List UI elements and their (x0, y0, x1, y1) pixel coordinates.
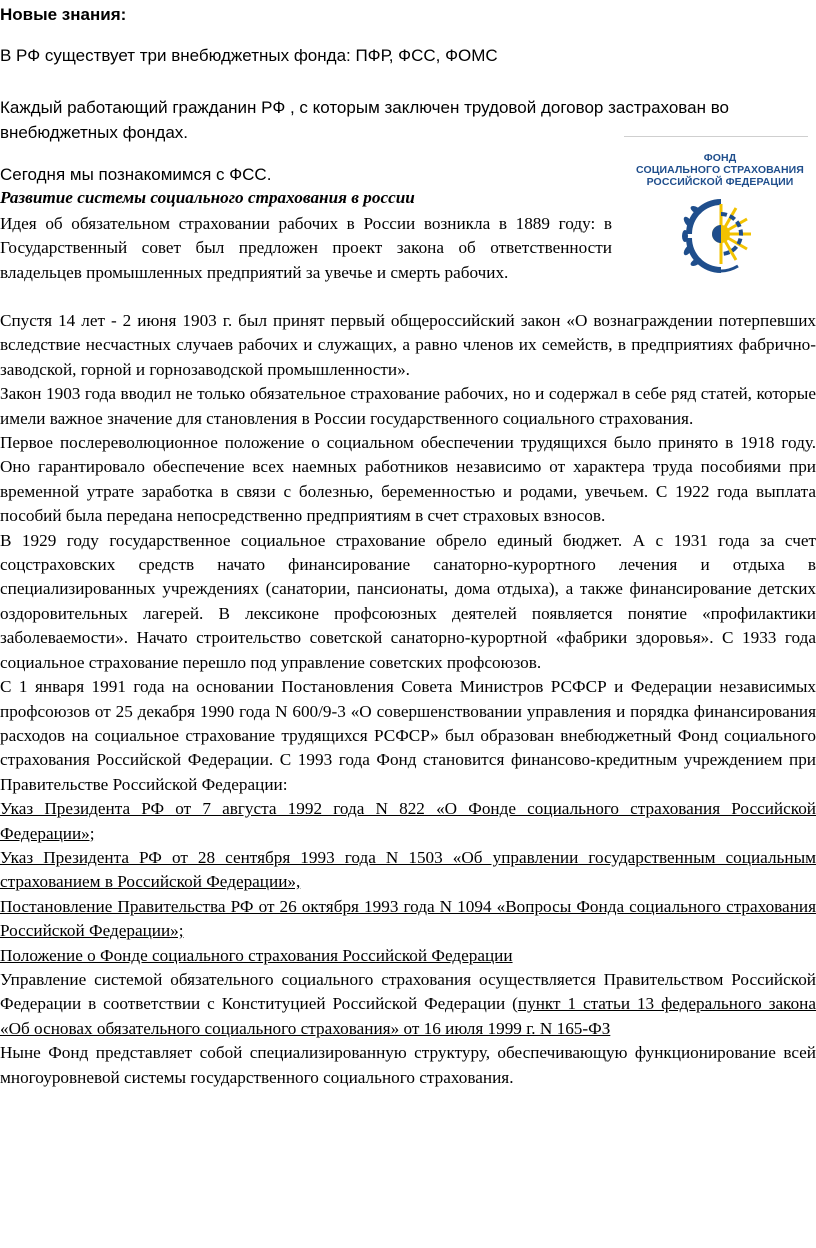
paragraph-7-text: Управление системой обязательного социального страхования осуществляется Правительством Российской Федерации в соответствии с Конституцией Российской Федерации ( (0, 969, 816, 1014)
law-link-3[interactable]: Постановление Правительства РФ от 26 октября 1993 года N 1094 «Вопросы Фонда социального страхования Российской Федерации»; (0, 896, 816, 941)
law-link-5[interactable]: пункт 1 статьи 13 федерального закона «Об основах обязательного социального страхования» от 16 июля 1999 г. N 165-ФЗ (0, 994, 816, 1038)
today-line: Сегодня мы познакомимся с ФСС. (0, 165, 272, 184)
fss-emblem-icon (676, 192, 766, 276)
funds-line: В РФ существует три внебюджетных фонда: ПФР, ФСС, ФОМС (0, 46, 498, 65)
law-link-4[interactable]: Положение о Фонде социального страхования Российской Федерации (0, 945, 513, 965)
main-text (0, 309, 816, 1090)
paragraph-7 (0, 968, 816, 1041)
paragraph-3: Закон 1903 года вводил не только обязательное страхование рабочих, но и содержал в себе ряд статей, которые имели важное значение для становления в России государственного социального страхования. (0, 384, 816, 428)
paragraph-6: С 1 января 1991 года на основании Постановления Совета Министров РСФСР и Федерации независимых профсоюзов от 25 декабря 1990 года N 600/9-3 «О совершенствовании управления и порядка финансирования расходов на социальное страхование трудящихся РСФСР» был образован внебюджетный Фонд социального страхования Российской Федерации. С 1993 года Фонд становится финансово-кредитным учреждением при Правительстве Российской Федерации: (0, 677, 816, 794)
fss-logo (624, 132, 816, 280)
logo-line-3: РОССИЙСКОЙ ФЕДЕРАЦИИ (646, 176, 794, 188)
section-heading: Развитие системы социального страхования в россии (0, 188, 415, 207)
law-link-2[interactable]: Указ Президента РФ от 28 сентября 1993 года N 1503 «Об управлении государственным социальным страхованием в Российской Федерации», (0, 847, 816, 892)
law-link-1[interactable]: Указ Президента РФ от 7 августа 1992 года N 822 «О Фонде социального страхования Российской Федерации»; (0, 799, 816, 843)
insured-paragraph: Каждый работающий гражданин РФ , с которым заключен трудовой договор застрахован во внебюджетных фондах. (0, 98, 729, 142)
paragraph-4: Первое послереволюционное положение о социальном обеспечении трудящихся было принято в 1918 году. Оно гарантировало обеспечение всех наемных работников независимо от характера труда пособиями при временной утрате заработка в связи с болезнью, беременностью и родами, увечьем. С 1922 года выплата пособий была передана непосредственно предприятиям в счет страховых взносов. (0, 433, 816, 526)
page-title: Новые знания: (0, 5, 127, 24)
paragraph-2: Спустя 14 лет - 2 июня 1903 г. был принят первый общероссийский закон «О вознаграждении потерпевших вследствие несчастных случаев рабочих и служащих, а равно членов их семейств, в предприятиях фабрично-заводской, горной и горнозаводской промышленности». (0, 311, 816, 379)
logo-line-2: СОЦИАЛЬНОГО СТРАХОВАНИЯ (636, 164, 804, 176)
paragraph-1: Идея об обязательном страховании рабочих в России возникла в 1889 году: в Государственный совет был предложен проект закона об ответственности владельцев промышленных предприятий за увечье и смерть рабочих. (0, 214, 612, 282)
paragraph-5: В 1929 году государственное социальное страхование обрело единый бюджет. А с 1931 года за счет соцстраховских средств начато финансирование санаторно-курортного лечения и отдыха в специализированных учреждениях (санатории, пансионаты, дома отдыха), а также финансирование детских оздоровительных лагерей. В лексиконе профсоюзных деятелей появляется понятие «профилактики заболеваемости». Начато строительство советской санаторно-курортной «фабрики здоровья». С 1933 года социальное страхование перешло под управление советских профсоюзов. (0, 530, 816, 672)
paragraph-8: Ныне Фонд представляет собой специализированную структуру, обеспечивающую функционирование всей многоуровневой системы государственного социального страхования. (0, 1043, 816, 1087)
logo-line-1: ФОНД (703, 152, 737, 164)
